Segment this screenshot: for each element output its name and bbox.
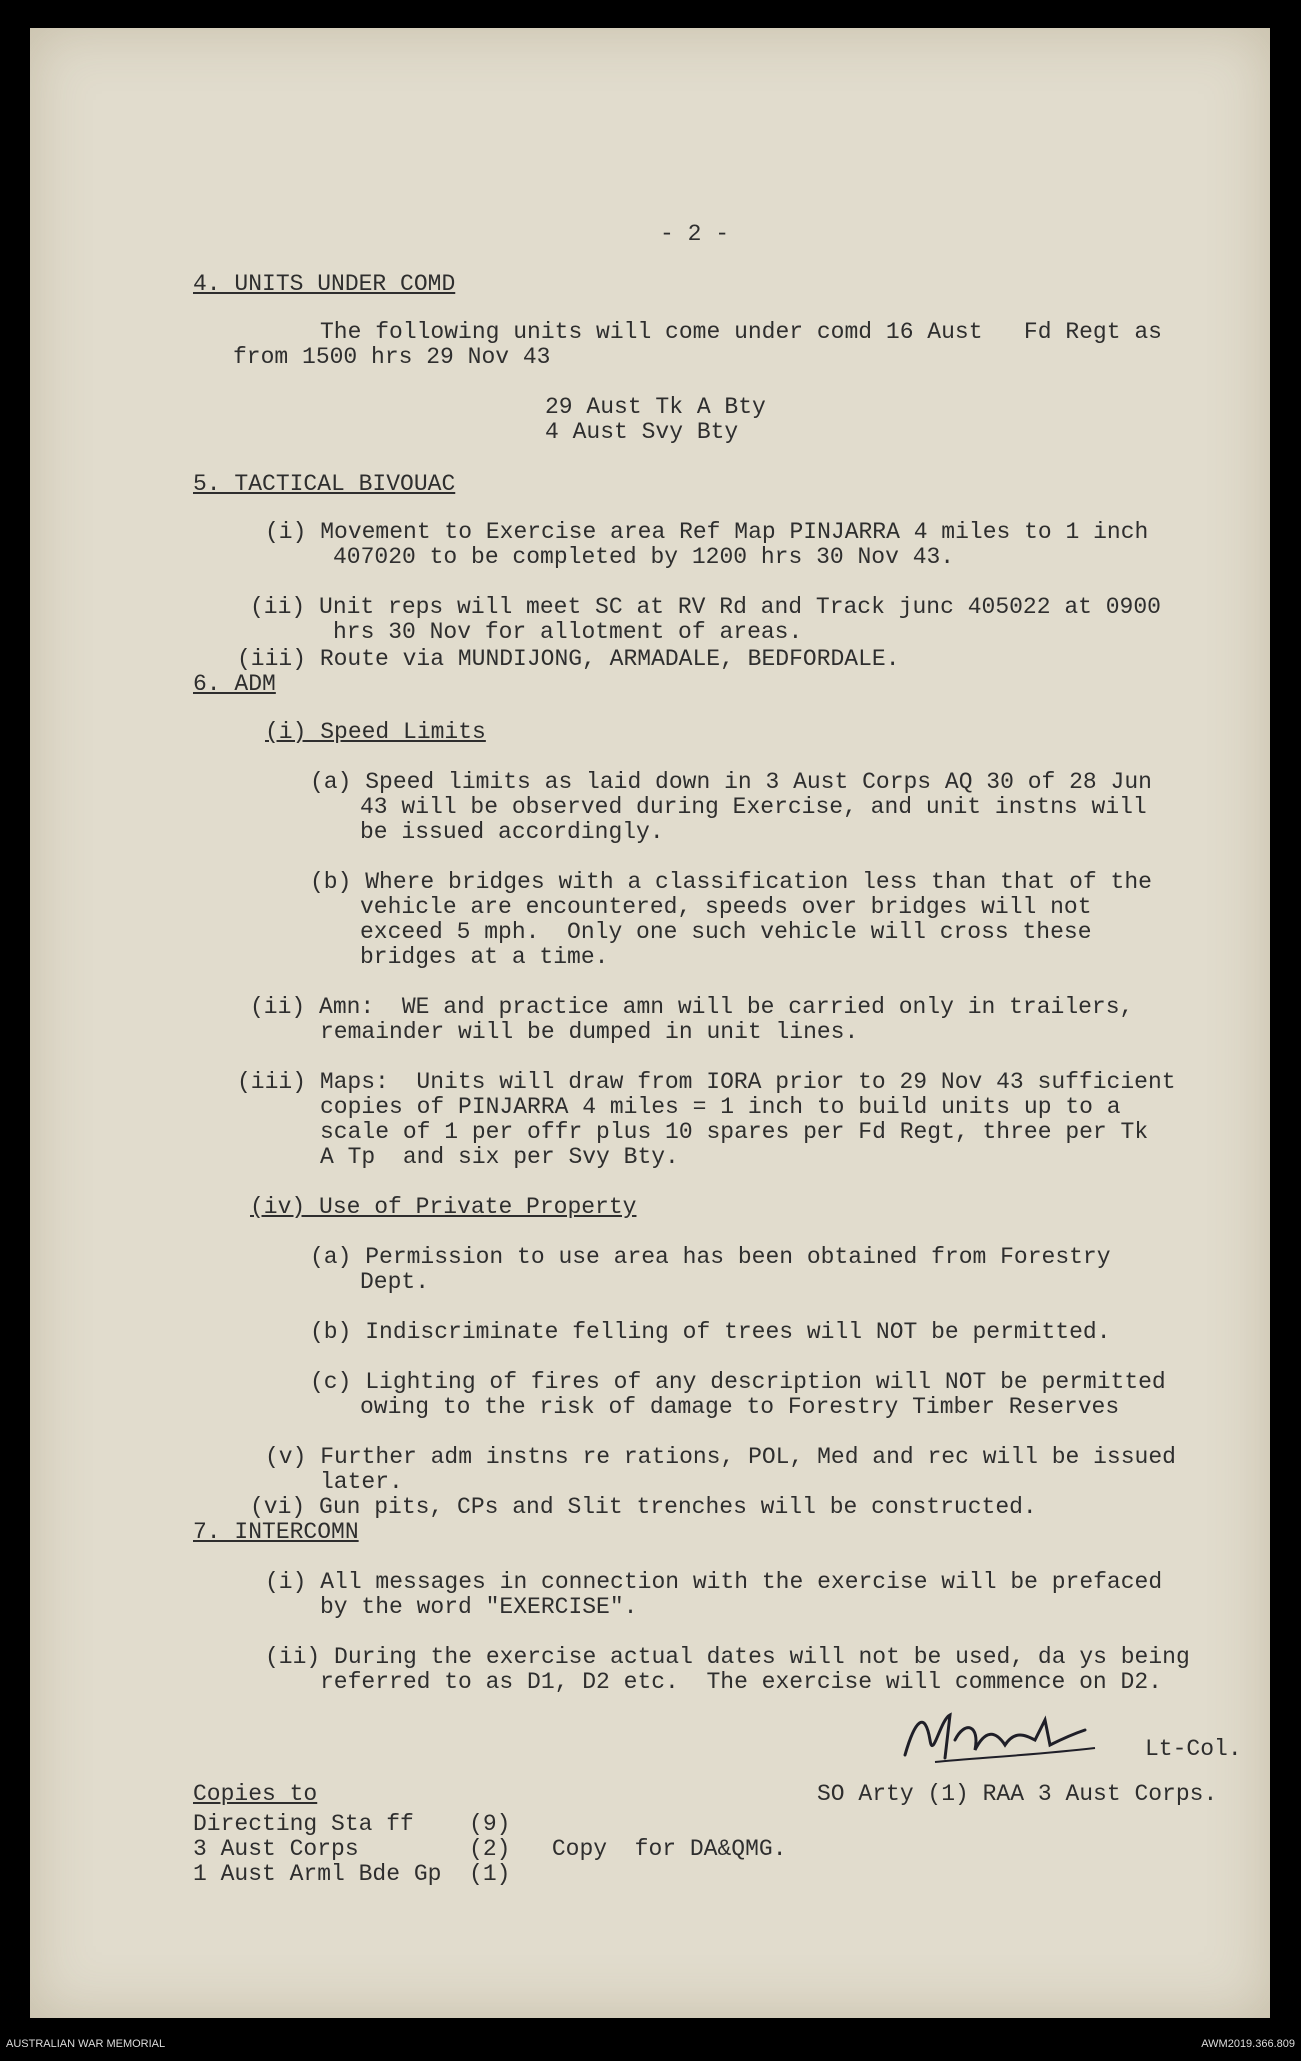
- signatory-appointment: SO Arty (1) RAA 3 Aust Corps.: [817, 1781, 1218, 1807]
- section-5-item-iii: (iii) Route via MUNDIJONG, ARMADALE, BEDFORDALE.: [237, 646, 900, 672]
- footer-accession-number: AWM2019.366.809: [1201, 2038, 1295, 2050]
- intercomn-ii-line-2: referred to as D1, D2 etc. The exercise will commence on D2.: [320, 1669, 1162, 1695]
- speed-limits-a-line-2: 43 will be observed during Exercise, and unit instns will: [360, 794, 1147, 820]
- private-property-c-line-2: owing to the risk of damage to Forestry Timber Reserves: [360, 1394, 1120, 1420]
- ammunition-line-2: remainder will be dumped in unit lines.: [320, 1019, 859, 1045]
- speed-limits-b-line-2: vehicle are encountered, speeds over bridges will not: [360, 894, 1092, 920]
- private-property-a-line-2: Dept.: [360, 1269, 430, 1295]
- section-5-item-ii-line-1: (ii) Unit reps will meet SC at RV Rd and Track junc 405022 at 0900: [250, 594, 1161, 620]
- speed-limits-a-line-3: be issued accordingly.: [360, 819, 664, 845]
- gun-pits-line: (vi) Gun pits, CPs and Slit trenches will be constructed.: [250, 1494, 1037, 1520]
- page-number: - 2 -: [660, 221, 730, 247]
- private-property-b: (b) Indiscriminate felling of trees will NOT be permitted.: [310, 1319, 1111, 1345]
- private-property-c-line-1: (c) Lighting of fires of any description will NOT be permitted: [310, 1369, 1166, 1395]
- maps-line-4: A Tp and six per Svy Bty.: [320, 1144, 679, 1170]
- section-5-item-i-line-2: 407020 to be completed by 1200 hrs 30 Nov 43.: [333, 544, 955, 570]
- ammunition-line-1: (ii) Amn: WE and practice amn will be carried only in trailers,: [250, 994, 1134, 1020]
- private-property-a-line-1: (a) Permission to use area has been obtained from Forestry: [310, 1244, 1111, 1270]
- copies-heading: Copies to: [193, 1781, 318, 1807]
- intercomn-i-line-1: (i) All messages in connection with the exercise will be prefaced: [265, 1569, 1163, 1595]
- speed-limits-heading: (i) Speed Limits: [265, 719, 486, 745]
- section-5-item-i-line-1: (i) Movement to Exercise area Ref Map PINJARRA 4 miles to 1 inch: [265, 519, 1149, 545]
- further-adm-line-1: (v) Further adm instns re rations, POL, Med and rec will be issued: [265, 1444, 1176, 1470]
- unit-svy-bty: 4 Aust Svy Bty: [545, 419, 739, 445]
- section-6-heading: 6. ADM: [193, 671, 276, 697]
- speed-limits-b-line-1: (b) Where bridges with a classification less than that of the: [310, 869, 1152, 895]
- section-4-para-line-2: from 1500 hrs 29 Nov 43: [233, 344, 551, 370]
- section-7-heading: 7. INTERCOMN: [193, 1519, 359, 1545]
- handwritten-signature: [895, 1700, 1115, 1770]
- further-adm-line-2: later.: [320, 1469, 403, 1495]
- speed-limits-a-line-1: (a) Speed limits as laid down in 3 Aust Corps AQ 30 of 28 Jun: [310, 769, 1152, 795]
- copies-row-directing-staff: Directing Sta ff (9): [193, 1811, 511, 1837]
- section-5-item-ii-line-2: hrs 30 Nov for allotment of areas.: [333, 619, 803, 645]
- section-5-heading: 5. TACTICAL BIVOUAC: [193, 471, 456, 497]
- maps-line-2: copies of PINJARRA 4 miles = 1 inch to build units up to a: [320, 1094, 1121, 1120]
- speed-limits-b-line-4: bridges at a time.: [360, 944, 609, 970]
- footer-archive-name: AUSTRALIAN WAR MEMORIAL: [6, 2038, 166, 2050]
- copies-row-aust-corps: 3 Aust Corps (2) Copy for DA&QMG.: [193, 1836, 787, 1862]
- intercomn-ii-line-1: (ii) During the exercise actual dates will not be used, da ys being: [265, 1644, 1190, 1670]
- section-4-para-line-1: The following units will come under comd 16 Aust Fd Regt as: [320, 319, 1162, 345]
- unit-tk-a-bty: 29 Aust Tk A Bty: [545, 394, 766, 420]
- signatory-rank: Lt-Col.: [1145, 1736, 1242, 1762]
- section-4-heading: 4. UNITS UNDER COMD: [193, 271, 456, 297]
- copies-row-arml-bde: 1 Aust Arml Bde Gp (1): [193, 1861, 511, 1887]
- private-property-heading: (iv) Use of Private Property: [250, 1194, 637, 1220]
- intercomn-i-line-2: by the word "EXERCISE".: [320, 1594, 638, 1620]
- maps-line-3: scale of 1 per offr plus 10 spares per Fd Regt, three per Tk: [320, 1119, 1149, 1145]
- speed-limits-b-line-3: exceed 5 mph. Only one such vehicle will cross these: [360, 919, 1092, 945]
- maps-line-1: (iii) Maps: Units will draw from IORA prior to 29 Nov 43 sufficient: [237, 1069, 1176, 1095]
